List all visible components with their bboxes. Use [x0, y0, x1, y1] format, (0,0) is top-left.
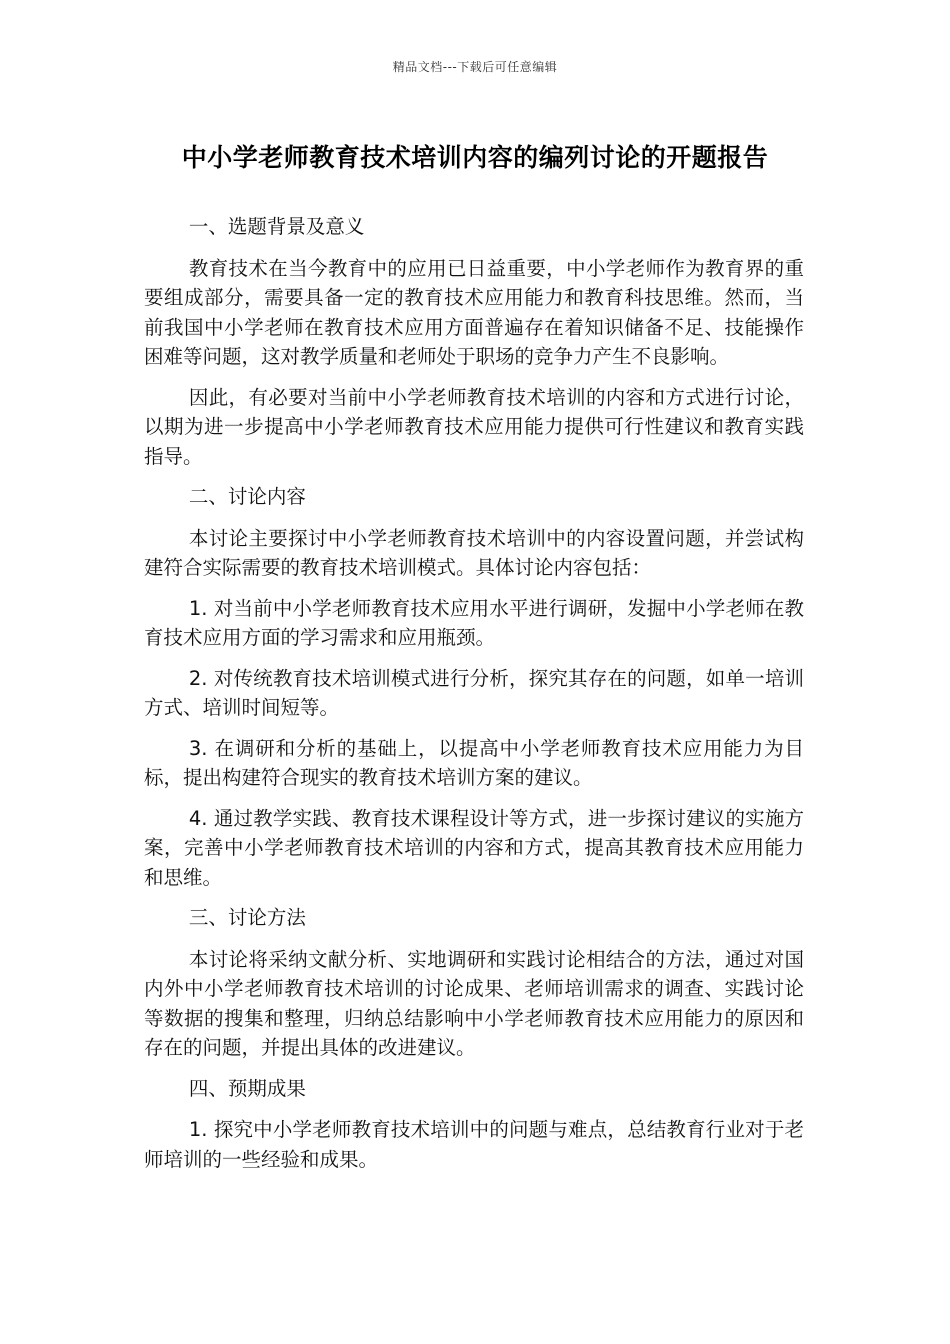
paragraph-background-2: 因此，有必要对当前中小学老师教育技术培训的内容和方式进行讨论，以期为进一步提高中小学老师教育技术应用能力提供可行性建议和教育实践指导。 [144, 385, 804, 468]
section-heading-content: 二、讨论内容 [188, 485, 306, 508]
section-heading-background: 一、选题背景及意义 [188, 215, 365, 238]
list-item-content-3: 3. 在调研和分析的基础上，以提高中小学老师教育技术应用能力为目标，提出构建符合现实的教育技术培训方案的建议。 [144, 736, 804, 789]
header-note: 精品文档---下载后可任意编辑 [392, 60, 558, 74]
paragraph-method: 本讨论将采纳文献分析、实地调研和实践讨论相结合的方法，通过对国内外中小学老师教育技术培训的讨论成果、老师培训需求的调查、实践讨论等数据的搜集和整理，归纳总结影响中小学老师教育技术应用能力的原因和存在的问题，并提出具体的改进建议。 [144, 947, 804, 1059]
document-body [144, 212, 804, 1185]
list-item-content-2: 2. 对传统教育技术培训模式进行分析，探究其存在的问题，如单一培训方式、培训时间短等。 [144, 666, 804, 719]
list-item-content-4: 4. 通过教学实践、教育技术课程设计等方式，进一步探讨建议的实施方案，完善中小学老师教育技术培训的内容和方式，提高其教育技术应用能力和思维。 [144, 806, 804, 889]
section-heading-outcomes: 四、预期成果 [188, 1076, 306, 1100]
list-item-content-1: 1. 对当前中小学老师教育技术应用水平进行调研，发掘中小学老师在教育技术应用方面的学习需求和应用瓶颈。 [144, 596, 804, 649]
document-title: 中小学老师教育技术培训内容的编列讨论的开题报告 [181, 143, 769, 172]
paragraph-background-1: 教育技术在当今教育中的应用已日益重要，中小学老师作为教育界的重要组成部分，需要具备一定的教育技术应用能力和教育科技思维。然而，当前我国中小学老师在教育技术应用方面普遍存在着知识储备不足、技能操作困难等问题，这对教学质量和老师处于职场的竞争力产生不良影响。 [144, 256, 804, 368]
list-item-outcome-1: 1. 探究中小学老师教育技术培训中的问题与难点，总结教育行业对于老师培训的一些经验和成果。 [144, 1118, 804, 1171]
section-heading-method: 三、讨论方法 [188, 906, 306, 929]
paragraph-content-intro: 本讨论主要探讨中小学老师教育技术培训中的内容设置问题，并尝试构建符合实际需要的教育技术培训模式。具体讨论内容包括： [144, 526, 804, 579]
